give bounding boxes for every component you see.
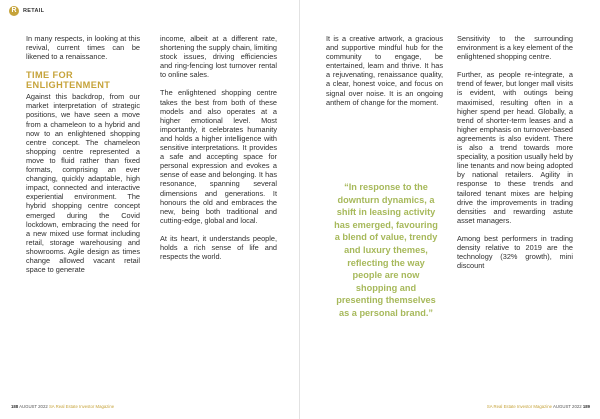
right-page bbox=[300, 0, 600, 419]
paragraph: It is a creative artwork, a gracious and supportive mindful hub for the community to engage, be entertained, learn and thrive. It has a rejuvenating, renaissance quality, a clear, honest voice, and focus on signal over noise. It is an ongoing anthem of change for the moment. bbox=[326, 34, 443, 107]
column-1 bbox=[26, 34, 140, 274]
issue-date: AUGUST 2022 bbox=[553, 404, 582, 409]
column-4 bbox=[457, 34, 573, 270]
publication-name: SA Real Estate Investor Magazine bbox=[486, 404, 553, 409]
paragraph: income, albeit at a different rate, shortening the supply chain, limiting stock issues, driving efficiencies and ring-fencing lost turnover rental to online sales. bbox=[160, 34, 277, 80]
paragraph: Against this backdrop, from our market interpretation of strategic positions, we have seen a move from a chameleon to a hybrid and now to an enlightened shopping centre concept. The chameleon shopping centre represented a move to fluid rather than fixed formats, comprising an ever changing, quickly adaptable, high impact, connected and interactive experiential environment. The hybrid shopping centre concept emerged during the Covid lockdown, embracing the need for a new mixed use format including retail, storage warehousing and showrooms. Agile design as times change allowed vacant retail space to generate bbox=[26, 92, 140, 275]
heading-line: ENLIGHTENMENT bbox=[26, 80, 111, 91]
pull-quote: “In response to the downturn dynamics, a shift in leasing activity has emerged, favouring a blend of value, trendy and luxury themes, reflecting the way people are now shopping and presenting themselves as a personal brand.” bbox=[334, 182, 438, 318]
paragraph: Sensitivity to the surrounding environment is a key element of the enlightened shopping centre. bbox=[457, 34, 573, 62]
publication-name: SA Real Estate Investor Magazine bbox=[48, 404, 115, 409]
footer-left bbox=[11, 404, 114, 409]
column-3 bbox=[326, 34, 443, 107]
issue-date: AUGUST 2022 bbox=[19, 404, 48, 409]
page-number: 189 bbox=[582, 404, 590, 409]
paragraph: The enlightened shopping centre takes the best from both of these models and also operates at a higher emotional level. Most importantly, it celebrates humanity and holds a higher intelligence with sensitive interpretations. It provides a safe and accepting space for personal expression and evokes a sense of ease and belonging. It has resonance, spanning several dimensions and generations. It honours the old and embraces the new, being both traditional and cutting-edge, global and local. bbox=[160, 88, 277, 225]
paragraph: Among best performers in trading density relative to 2019 are the technology (32% growth), mini discount bbox=[457, 233, 573, 271]
page-number: 188 bbox=[11, 404, 19, 409]
section-label: RETAIL bbox=[23, 8, 45, 14]
section-heading bbox=[26, 70, 140, 90]
retail-badge-icon: R bbox=[9, 6, 19, 16]
column-2 bbox=[160, 34, 277, 261]
paragraph: Further, as people re-integrate, a trend of fewer, but longer mall visits is evident, with outings being maximised, resulting often in a higher spend per head. Globally, a trend of shorter-term leases and a higher emphasis on turnover-based agreements is also evident. There is also a trend towards more speciality, a position usually held by line tenants and now being adopted by national retailers. Agility in response to these trends and tailored tenant mixes are helping drive the improvements in trading densities and rewarding astute asset managers. bbox=[457, 70, 573, 225]
paragraph: In many respects, in looking at this revival, current times can be likened to a renaissance. bbox=[26, 34, 140, 62]
paragraph: At its heart, it understands people, holds a rich sense of life and respects the world. bbox=[160, 233, 277, 262]
heading-line: TIME FOR bbox=[26, 70, 74, 81]
footer-right bbox=[487, 404, 590, 409]
section-header bbox=[9, 6, 44, 16]
